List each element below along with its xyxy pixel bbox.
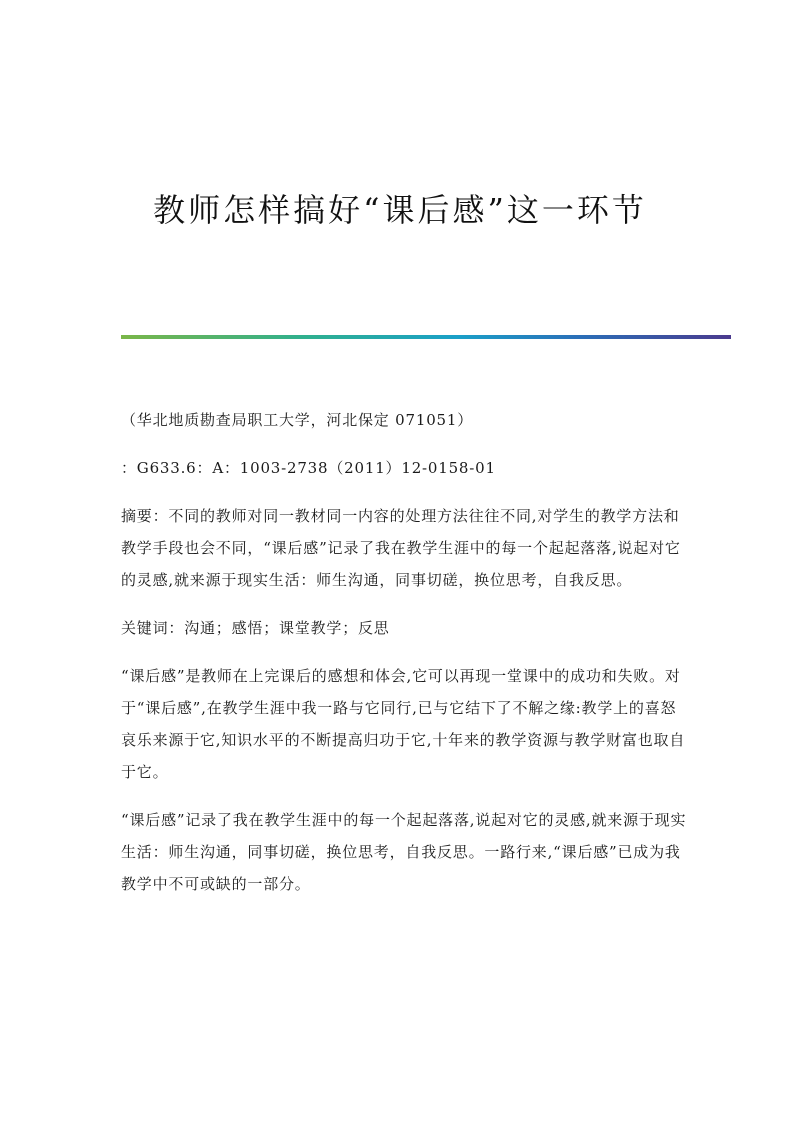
keywords: 关键词：沟通；感悟；课堂教学；反思 bbox=[121, 619, 390, 637]
document-body bbox=[121, 404, 691, 916]
body-paragraph-1: “课后感”是教师在上完课后的感想和体会,它可以再现一堂课中的成功和失败。对于“课后感”,在教学生涯中我一路与它同行,已与它结下了不解之缘:教学上的喜怒哀乐来源于它,知识水平的不断提高归功于它,十年来的教学资源与教学财富也取自于它。 bbox=[121, 667, 686, 781]
document-title: 教师怎样搞好“课后感”这一环节 bbox=[153, 191, 647, 229]
classification-number: ：G633.6：A：1003-2738（2011）12-0158-01 bbox=[121, 459, 496, 477]
abstract: 摘要：不同的教师对同一教材同一内容的处理方法往往不同,对学生的教学方法和教学手段也会不同，“课后感”记录了我在教学生涯中的每一个起起落落,说起对它的灵感,就来源于现实生活：师生沟通，同事切磋，换位思考，自我反思。 bbox=[121, 507, 681, 589]
affiliation: （华北地质勘查局职工大学，河北保定 071051） bbox=[121, 411, 474, 429]
body-paragraph-2: “课后感”记录了我在教学生涯中的每一个起起落落,说起对它的灵感,就来源于现实生活：师生沟通，同事切磋，换位思考，自我反思。一路行来,“课后感”已成为我教学中不可或缺的一部分。 bbox=[121, 811, 687, 893]
title-divider bbox=[121, 335, 731, 339]
